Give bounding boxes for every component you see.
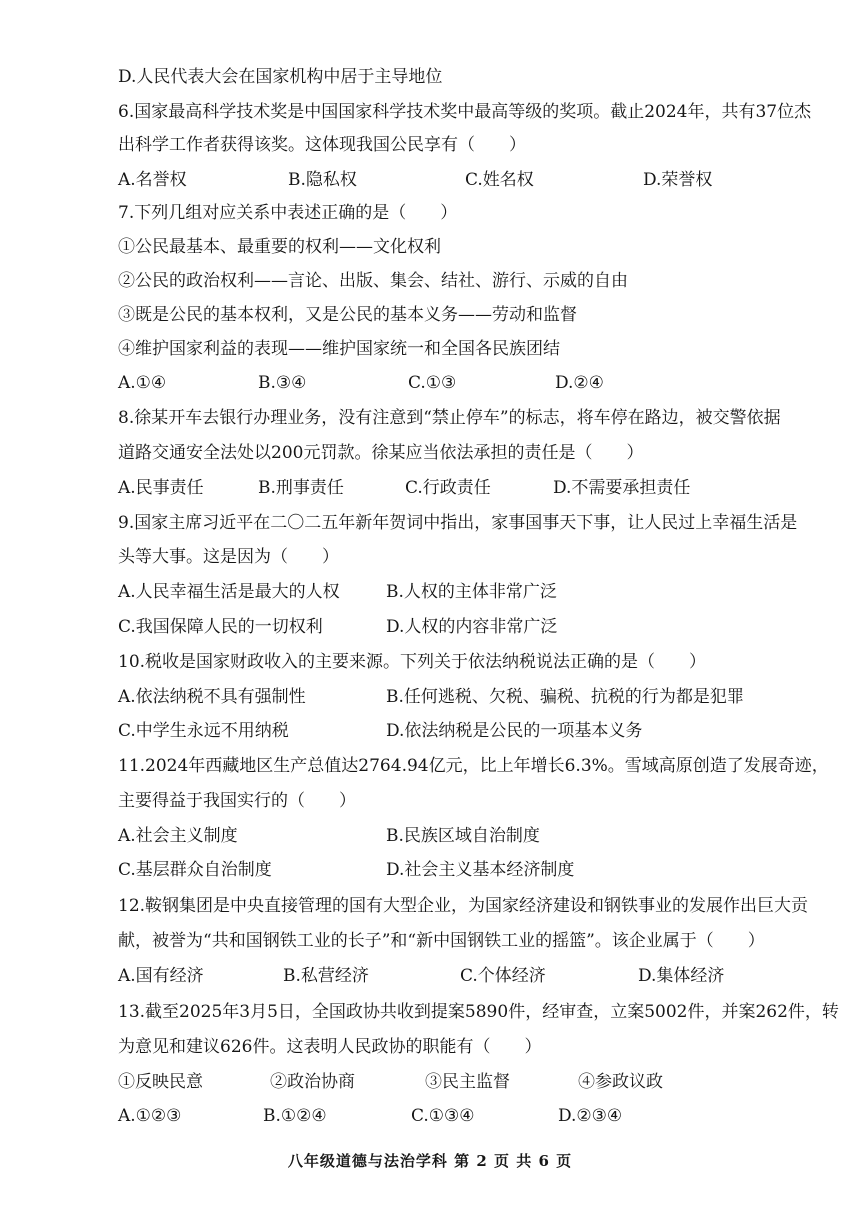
previous-question-option-d: D.人民代表大会在国家机构中居于主导地位 (118, 67, 443, 87)
q12-stem-line-2: 献，被誉为“共和国钢铁工业的长子”和“新中国钢铁工业的摇篮”。该企业属于（ ） (118, 931, 765, 951)
page-footer: 八年级道德与法治学科 第 2 页 共 6 页 (287, 1152, 573, 1170)
q8-option-d: D.不需要承担责任 (553, 478, 691, 498)
q12-option-b: B.私营经济 (283, 966, 369, 986)
q6-option-a: A.名誉权 (118, 170, 187, 190)
q13-stem-line-1: 13.截至2025年3月5日，全国政协共收到提案5890件，经审查，立案5002件，并案262件，转 (118, 1002, 839, 1022)
q6-option-d: D.荣誉权 (643, 170, 713, 190)
q11-option-b: B.民族区域自治制度 (386, 826, 540, 846)
q8-option-c: C.行政责任 (405, 478, 491, 498)
q9-stem-line-2: 头等大事。这是因为（ ） (118, 547, 339, 567)
q7-statement-1: ①公民最基本、最重要的权利——文化权利 (118, 237, 441, 257)
q13-stem-line-2: 为意见和建议626件。这表明人民政协的职能有（ ） (118, 1037, 542, 1057)
q9-option-d: D.人权的内容非常广泛 (386, 617, 558, 637)
q12-stem-line-1: 12.鞍钢集团是中央直接管理的国有大型企业，为国家经济建设和钢铁事业的发展作出巨大贡 (118, 896, 809, 916)
q13-statement-1: ①反映民意 (118, 1072, 203, 1092)
q13-statement-2: ②政治协商 (270, 1072, 355, 1092)
q11-stem-line-1: 11.2024年西藏地区生产总值达2764.94亿元，比上年增长6.3%。雪域高原创造了发展奇迹， (118, 756, 829, 776)
q8-option-b: B.刑事责任 (258, 478, 344, 498)
q7-stem: 7.下列几组对应关系中表述正确的是（ ） (118, 203, 458, 223)
q10-option-c: C.中学生永远不用纳税 (118, 721, 289, 741)
q7-option-b: B.③④ (258, 373, 307, 393)
q7-option-c: C.①③ (408, 373, 457, 393)
q8-option-a: A.民事责任 (118, 478, 204, 498)
q9-option-b: B.人权的主体非常广泛 (386, 582, 557, 602)
q10-option-b: B.任何逃税、欠税、骗税、抗税的行为都是犯罪 (386, 687, 744, 707)
q8-stem-line-1: 8.徐某开车去银行办理业务，没有注意到“禁止停车”的标志，将车停在路边，被交警依据 (118, 408, 781, 428)
q11-option-c: C.基层群众自治制度 (118, 860, 272, 880)
q12-option-d: D.集体经济 (638, 966, 725, 986)
q13-option-b: B.①②④ (263, 1106, 327, 1126)
q10-option-a: A.依法纳税不具有强制性 (118, 687, 306, 707)
q6-stem-line-1: 6.国家最高科学技术奖是中国国家科学技术奖中最高等级的奖项。截止2024年，共有37位杰 (118, 102, 812, 122)
q7-option-a: A.①④ (118, 373, 167, 393)
q6-stem-line-2: 出科学工作者获得该奖。这体现我国公民享有（ ） (118, 135, 526, 155)
q10-stem: 10.税收是国家财政收入的主要来源。下列关于依法纳税说法正确的是（ ） (118, 652, 707, 672)
q7-statement-3: ③既是公民的基本权利，又是公民的基本义务——劳动和监督 (118, 305, 577, 325)
q13-statement-3: ③民主监督 (425, 1072, 510, 1092)
q7-statement-2: ②公民的政治权利——言论、出版、集会、结社、游行、示威的自由 (118, 271, 628, 291)
q13-option-d: D.②③④ (558, 1106, 623, 1126)
q11-option-d: D.社会主义基本经济制度 (386, 860, 575, 880)
q7-statement-4: ④维护国家利益的表现——维护国家统一和全国各民族团结 (118, 339, 560, 359)
q12-option-c: C.个体经济 (460, 966, 546, 986)
q12-option-a: A.国有经济 (118, 966, 204, 986)
q10-option-d: D.依法纳税是公民的一项基本义务 (386, 721, 643, 741)
q13-option-c: C.①③④ (411, 1106, 475, 1126)
q8-stem-line-2: 道路交通安全法处以200元罚款。徐某应当依法承担的责任是（ ） (118, 443, 644, 463)
q6-option-b: B.隐私权 (288, 170, 357, 190)
q7-option-d: D.②④ (555, 373, 604, 393)
q9-option-a: A.人民幸福生活是最大的人权 (118, 582, 340, 602)
q9-stem-line-1: 9.国家主席习近平在二〇二五年新年贺词中指出，家事国事天下事，让人民过上幸福生活是 (118, 513, 798, 533)
q11-option-a: A.社会主义制度 (118, 826, 238, 846)
q13-option-a: A.①②③ (118, 1106, 182, 1126)
q13-statement-4: ④参政议政 (578, 1072, 663, 1092)
q9-option-c: C.我国保障人民的一切权利 (118, 617, 323, 637)
q6-option-c: C.姓名权 (465, 170, 534, 190)
q11-stem-line-2: 主要得益于我国实行的（ ） (118, 791, 356, 811)
